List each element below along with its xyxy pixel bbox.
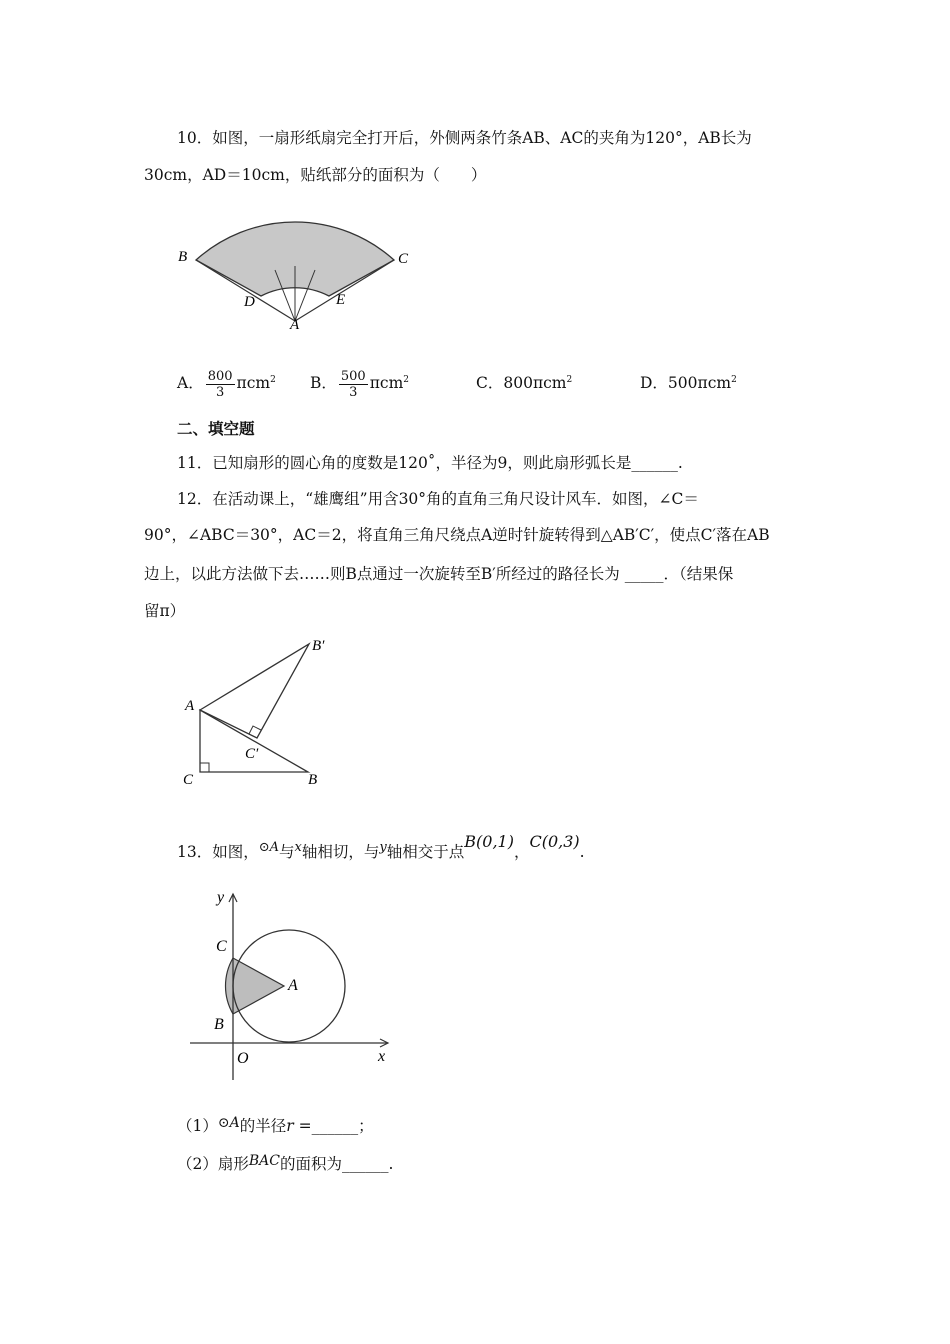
- q12-line4: 留π）: [144, 602, 186, 620]
- label-O: O: [237, 1050, 249, 1067]
- q12-line2: 90°，∠ABC＝30°，AC＝2，将直角三角尺绕点A逆时针旋转得到△AB′C′，使点C′落在AB: [144, 526, 770, 544]
- q11-text: 11．已知扇形的圆心角的度数是120˚，半径为9，则此扇形弧长是______.: [177, 454, 683, 472]
- label-C: C: [216, 938, 227, 955]
- right-angle-C: [200, 763, 209, 772]
- fan-figure: [170, 190, 420, 340]
- q13-part2: （2）扇形BAC的面积为______.: [177, 1153, 394, 1173]
- fraction-800-3: $\frac{800}{3}$: [207, 368, 233, 400]
- label-B-prime: B′: [312, 638, 325, 654]
- q10-option-B: B． $\frac{500}{3}$ πcm$^2$: [310, 368, 410, 400]
- triangle-AB'C': [200, 644, 309, 738]
- triangle-figure: [175, 630, 345, 795]
- q12-line3: 边上，以此方法做下去……则B点通过一次旋转至B′所经过的路径长为 _____．（结果保: [144, 565, 734, 583]
- sector-BAC: [225, 958, 284, 1014]
- q10-option-C: C．800πcm$^2$: [476, 374, 573, 393]
- label-A: A: [185, 698, 195, 714]
- circle-figure: [180, 880, 400, 1090]
- q10-option-A: A． $\frac{800}{3}$ πcm$^2$: [177, 368, 276, 400]
- label-E: E: [336, 292, 346, 308]
- label-B: B: [178, 249, 188, 265]
- label-y: y: [217, 889, 225, 906]
- fraction-500-3: $\frac{500}{3}$: [340, 368, 366, 400]
- q10-option-D: D．500πcm$^2$: [640, 374, 737, 393]
- label-C: C: [183, 772, 194, 788]
- q13-line: 13．如图，$^{⊙A}$与$^x$轴相切，与$^y$轴相交于点B(0,1)，C(0,3).: [177, 832, 585, 861]
- label-B: B: [214, 1016, 224, 1033]
- label-x: x: [378, 1048, 386, 1065]
- label-A: A: [288, 977, 298, 994]
- section-title: 二、填空题: [177, 419, 255, 438]
- q10-line2: 30cm，AD＝10cm，贴纸部分的面积为（ ）: [144, 166, 487, 184]
- label-B: B: [308, 772, 318, 788]
- q13-part1: （1）⊙A的半径r =______；: [177, 1115, 374, 1135]
- label-D: D: [244, 294, 255, 310]
- label-C: C: [398, 251, 409, 267]
- label-A: A: [290, 317, 300, 333]
- q12-line1: 12．在活动课上，“雄鹰组”用含30°角的直角三角尺设计风车．如图，∠C＝: [177, 490, 699, 508]
- label-C-prime: C′: [245, 746, 259, 762]
- q10-line1: 10．如图，一扇形纸扇完全打开后，外侧两条竹条AB、AC的夹角为120°，AB长为: [177, 129, 752, 147]
- triangle-ABC: [200, 710, 308, 772]
